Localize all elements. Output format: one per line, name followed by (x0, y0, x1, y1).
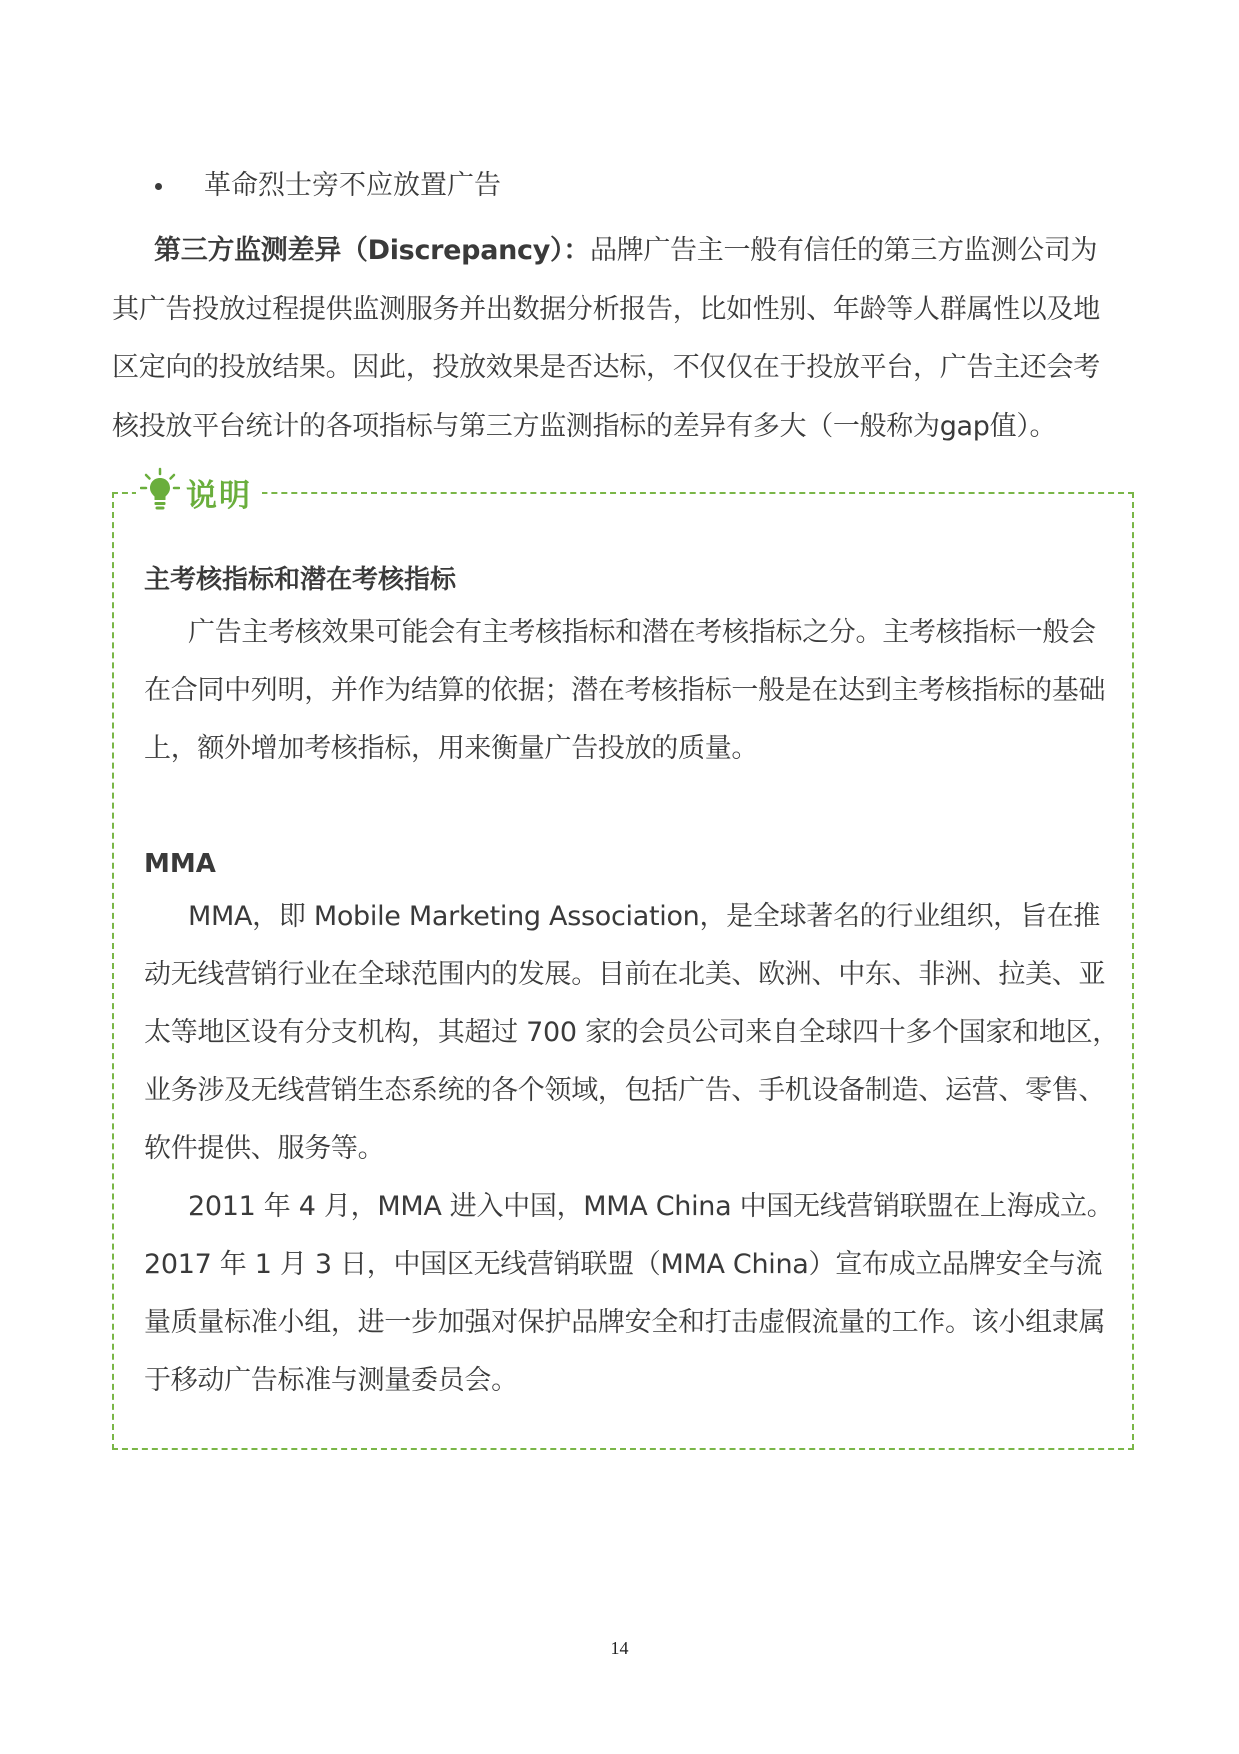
note-title: 说明 (186, 477, 252, 514)
section-paragraph-kpi: 广告主考核效果可能会有主考核指标和潜在考核指标之分。主考核指标一般会在合同中列明，并作为结算的依据；潜在考核指标一般是在达到主考核指标的基础上，额外增加考核指标，用来衡量广告投放的质量。 (144, 617, 1106, 764)
section-paragraph-mma-1: MMA，即 Mobile Marketing Association，是全球著名的行业组织，旨在推动无线营销行业在全球范围内的发展。目前在北美、欧洲、中东、非洲、拉美、亚太等地区设有分支机构，其超过 700 家的会员公司来自全球四十多个国家和地区，业务涉及无线营销生态系统的各个领域，包括广告、手机设备制造、运营、零售、软件提供、服务等。 (144, 901, 1119, 1164)
section-heading-mma: MMA (144, 849, 216, 879)
section-paragraph-mma-2: 2011 年 4 月，MMA 进入中国，MMA China 中国无线营销联盟在上海成立。2017 年 1 月 3 日，中国区无线营销联盟（MMA China）宣布成立品牌安全与流量质量标准小组，进一步加强对保护品牌安全和打击虚假流量的工作。该小组隶属于移动广告标准与测量委员会。 (144, 1191, 1114, 1396)
note-content (144, 556, 1119, 1410)
bullet-text: 革命烈士旁不应放置广告 (204, 170, 501, 201)
intro-paragraph (112, 222, 1122, 456)
bullet-dot (155, 183, 162, 190)
section-spacer (144, 778, 1119, 840)
discrepancy-definition: 品牌广告主一般有信任的第三方监测公司为其广告投放过程提供监测服务并出数据分析报告，比如性别、年龄等人群属性以及地区定向的投放结果。因此，投放效果是否达标，不仅仅在于投放平台，广告主还会考核投放平台统计的各项指标与第三方监测指标的差异有多大（一般称为gap值）。 (112, 235, 1100, 442)
section-heading-kpi: 主考核指标和潜在考核指标 (144, 565, 457, 595)
note-header (136, 468, 262, 516)
bullet-list-item (155, 166, 501, 206)
page-number: 14 (610, 1638, 629, 1658)
discrepancy-term: 第三方监测差异（Discrepancy）： (154, 235, 590, 266)
lightbulb-icon (140, 467, 180, 517)
